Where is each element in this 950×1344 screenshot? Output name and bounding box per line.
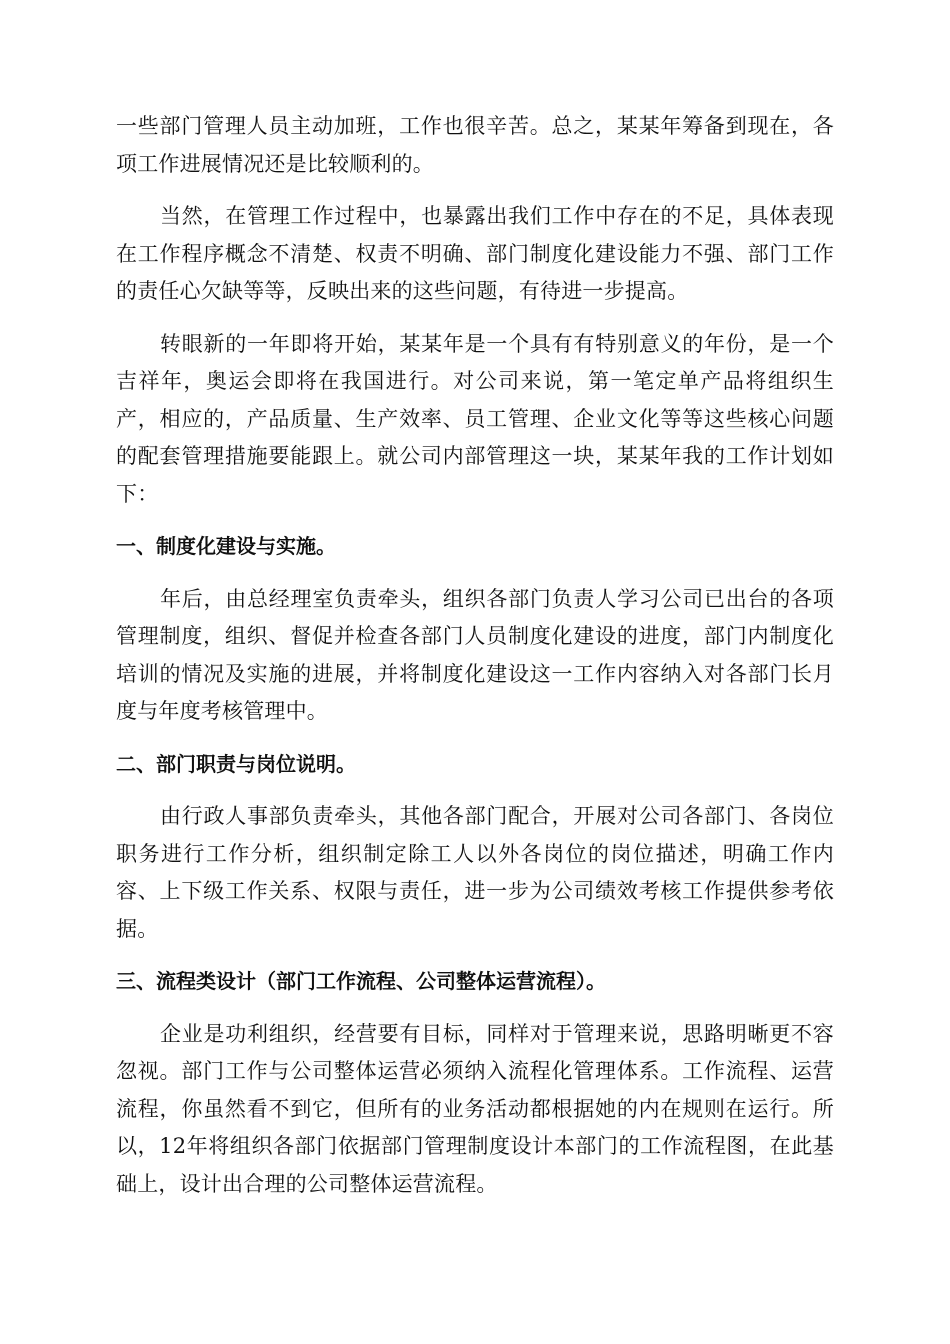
section-heading-process-design: 三、流程类设计（部门工作流程、公司整体运营流程）。 [116,969,606,993]
section-body-process-design: 企业是功利组织，经营要有目标，同样对于管理来说，思路明晰更不容忽视。部门工作与公司整体运营必须纳入流程化管理体系。工作流程、运营流程，你虽然看不到它，但所有的业务活动都根据她的内在规则在运行。所以，12年将组织各部门依据部门管理制度设计本部门的工作流程图，在此基础上，设计出合理的公司整体运营流程。 [116,1021,834,1196]
paragraph-continuation: 一些部门管理人员主动加班，工作也很辛苦。总之，某某年筹备到现在，各项工作进展情况还是比较顺利的。 [116,114,834,176]
section-heading-responsibilities: 二、部门职责与岗位说明。 [116,751,356,776]
paragraph-shortcomings: 当然，在管理工作过程中，也暴露出我们工作中存在的不足，具体表现在工作程序概念不清楚、权责不明确、部门制度化建设能力不强、部门工作的责任心欠缺等等，反映出来的这些问题，有待进一步提高。 [116,204,834,303]
paragraph-new-year-plan: 转眼新的一年即将开始，某某年是一个具有有特别意义的年份，是一个吉祥年，奥运会即将在我国进行。对公司来说，第一笔定单产品将组织生产，相应的，产品质量、生产效率、员工管理、企业文化等等这些核心问题的配套管理措施要能跟上。就公司内部管理这一块，某某年我的工作计划如下： [116,331,834,506]
section-body-institutionalization: 年后，由总经理室负责牵头，组织各部门负责人学习公司已出台的各项管理制度，组织、督促并检查各部门人员制度化建设的进度，部门内制度化培训的情况及实施的进展，并将制度化建设这一工作内容纳入对各部门长月度与年度考核管理中。 [116,586,834,723]
section-body-responsibilities: 由行政人事部负责牵头，其他各部门配合，开展对公司各部门、各岗位职务进行工作分析，组织制定除工人以外各岗位的岗位描述，明确工作内容、上下级工作关系、权限与责任，进一步为公司绩效考核工作提供参考依据。 [116,804,834,941]
document-page [116,108,834,1218]
section-heading-institutionalization: 一、制度化建设与实施。 [116,534,336,558]
